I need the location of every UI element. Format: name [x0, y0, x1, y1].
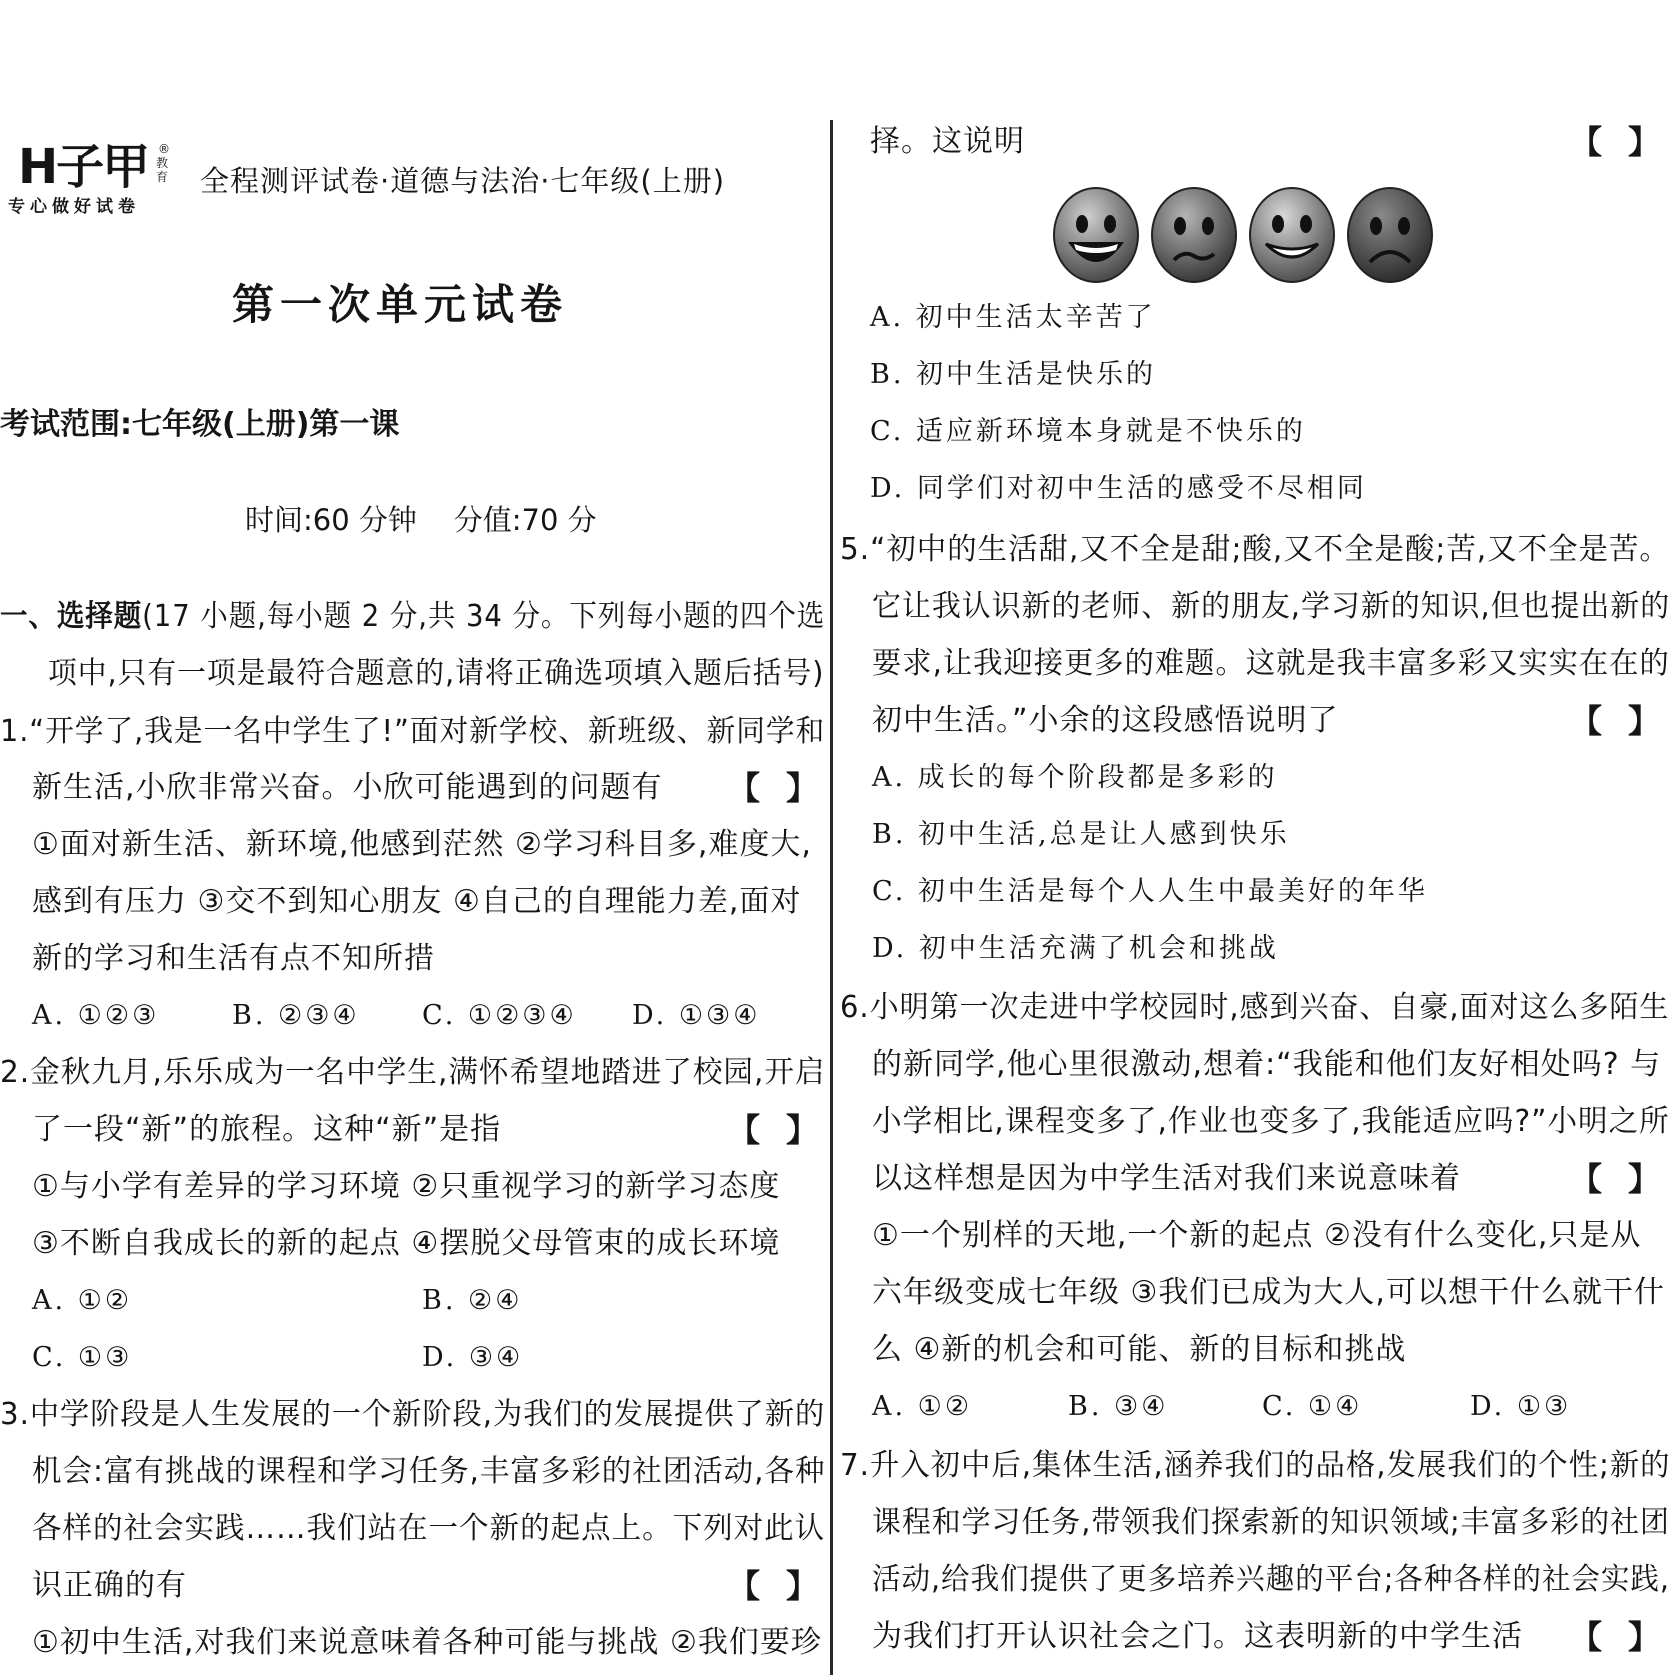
q6-option-b: B. ③④ — [1068, 1391, 1169, 1422]
q2-option-d: D. ③④ — [422, 1342, 524, 1373]
q6-option-a: A. ①② — [872, 1391, 973, 1422]
q2-stem-2: 了一段“新”的旅程。这种“新”是指 — [32, 1112, 502, 1147]
section-desc-2: 项中,只有一项是最符合题意的,请将正确选项填入题后括号) — [48, 656, 825, 691]
q4-option-c: C. 适应新环境本身就是不快乐的 — [870, 416, 1306, 447]
q4-option-a: A. 初中生活太辛苦了 — [870, 302, 1156, 333]
q2-option-b: B. ②④ — [422, 1285, 523, 1316]
logo-side-text: 教育 — [156, 156, 169, 184]
q6-item-1: ①一个别样的天地,一个新的起点 ②没有什么变化,只是从 — [872, 1218, 1642, 1253]
q3-stem-1: 3.中学阶段是人生发展的一个新阶段,为我们的发展提供了新的 — [0, 1397, 826, 1432]
exam-time-score — [245, 500, 597, 540]
publisher-logo — [8, 139, 183, 222]
q5-stem-2: 它让我认识新的老师、新的朋友,学习新的知识,但也提出新的 — [872, 589, 1671, 624]
emoji-faces-illustration — [1052, 186, 1437, 286]
q1-item-2: 感到有压力 ③交不到知心朋友 ④自己的自理能力差,面对 — [32, 884, 802, 919]
grinning-face-icon — [1248, 186, 1336, 284]
q1-option-a: A. ①②③ — [32, 1000, 160, 1031]
logo-mark: H子甲 — [18, 139, 149, 195]
q7-stem-3: 活动,给我们提供了更多培养兴趣的平台;各种各样的社会实践, — [872, 1562, 1670, 1597]
q2-option-a: A. ①② — [32, 1285, 133, 1316]
exam-score: 分值:70 分 — [453, 503, 597, 537]
q6-stem-3: 小学相比,课程变多了,作业也变多了,我能适应吗?”小明之所 — [872, 1104, 1670, 1139]
q2-stem-1: 2.金秋九月,乐乐成为一名中学生,满怀希望地踏进了校园,开启 — [0, 1055, 826, 1090]
q2-item-2: ③不断自我成长的新的起点 ④摆脱父母管束的成长环境 — [32, 1226, 781, 1261]
frowning-face-icon — [1346, 186, 1434, 284]
registered-mark: ® — [158, 142, 170, 156]
q3-item-1: ①初中生活,对我们来说意味着各种可能与挑战 ②我们要珍 — [32, 1625, 822, 1660]
q5-option-d: D. 初中生活充满了机会和挑战 — [872, 933, 1279, 964]
q6-item-2: 六年级变成七年级 ③我们已成为大人,可以想干什么就干什 — [872, 1275, 1665, 1310]
column-divider — [830, 120, 833, 1675]
q5-option-c: C. 初中生活是每个人人生中最美好的年华 — [872, 876, 1428, 907]
q6-item-3: 么 ④新的机会和可能、新的目标和挑战 — [872, 1332, 1407, 1367]
q1-stem-2: 新生活,小欣非常兴奋。小欣可能遇到的问题有 — [32, 770, 663, 805]
q2-option-c: C. ①③ — [32, 1342, 133, 1373]
q1-option-b: B. ②③④ — [232, 1000, 360, 1031]
series-title: 全程测评试卷·道德与法治·七年级(上册) — [200, 164, 726, 198]
q5-option-b: B. 初中生活,总是让人感到快乐 — [872, 819, 1290, 850]
q4-option-d: D. 同学们对初中生活的感受不尽相同 — [870, 473, 1367, 504]
exam-time: 时间:60 分钟 — [245, 503, 417, 537]
q2-item-1: ①与小学有差异的学习环境 ②只重视学习的新学习态度 — [32, 1169, 781, 1204]
exam-title: 第一次单元试卷 — [232, 280, 569, 329]
section-desc: (17 小题,每小题 2 分,共 34 分。下列每小题的四个选 — [142, 599, 826, 634]
q1-option-c: C. ①②③④ — [422, 1000, 577, 1031]
sad-face-icon — [1150, 186, 1238, 284]
q6-stem-2: 的新同学,他心里很激动,想着:“我能和他们友好相处吗? 与 — [872, 1047, 1662, 1082]
q5-stem-4: 初中生活。”小余的这段感悟说明了 — [872, 703, 1339, 738]
q4-option-b: B. 初中生活是快乐的 — [870, 359, 1157, 390]
q4-stem-tail: 择。这说明 — [870, 124, 1025, 159]
exam-scope: 考试范围:七年级(上册)第一课 — [0, 407, 400, 442]
q1-stem-1: 1.“开学了,我是一名中学生了!”面对新学校、新班级、新同学和 — [0, 714, 826, 749]
q6-option-c: C. ①④ — [1262, 1391, 1363, 1422]
q6-option-d: D. ①③ — [1470, 1391, 1572, 1422]
q6-stem-1: 6.小明第一次走进中学校园时,感到兴奋、自豪,面对这么多陌生 — [840, 990, 1670, 1025]
q6-stem-4: 以这样想是因为中学生活对我们来说意味着 — [872, 1161, 1461, 1196]
q5-stem-3: 要求,让我迎接更多的难题。这就是我丰富多彩又实实在在的 — [872, 646, 1670, 681]
q1-item-1: ①面对新生活、新环境,他感到茫然 ②学习科目多,难度大, — [32, 827, 812, 862]
q3-stem-2: 机会:富有挑战的课程和学习任务,丰富多彩的社团活动,各种 — [32, 1454, 826, 1489]
q3-stem-4: 识正确的有 — [32, 1568, 187, 1603]
logo-slogan: 专心做好试卷 — [8, 197, 140, 217]
section-heading — [0, 597, 825, 637]
q7-stem-2: 课程和学习任务,带领我们探索新的知识领域;丰富多彩的社团 — [872, 1505, 1670, 1540]
laughing-face-icon — [1052, 186, 1140, 284]
section-title: 一、选择题 — [0, 599, 143, 634]
q5-stem-1: 5.“初中的生活甜,又不全是甜;酸,又不全是酸;苦,又不全是苦。 — [840, 532, 1670, 567]
q5-option-a: A. 成长的每个阶段都是多彩的 — [872, 762, 1278, 793]
q3-stem-3: 各样的社会实践……我们站在一个新的起点上。下列对此认 — [32, 1511, 826, 1546]
q1-option-d: D. ①③④ — [632, 1000, 761, 1031]
q7-stem-4: 为我们打开认识社会之门。这表明新的中学生活 — [872, 1619, 1523, 1654]
q7-stem-1: 7.升入初中后,集体生活,涵养我们的品格,发展我们的个性;新的 — [840, 1448, 1671, 1483]
q1-item-3: 新的学习和生活有点不知所措 — [32, 941, 435, 976]
exam-page: H子甲 ® 教育 专心做好试卷 全程测评试卷·道德与法治·七年级(上册) 第一次单元试卷 考试范围:七年级(上册)第一课 时间:60 分钟 分值:70 分 一、选择题(17 小题,每小题 2 分,共 34 分。下列每小题的四个选 项中,只有一项是最符合题意的,请将正确选项填入题后括号) 1.“开学了,我是一名中学生了!”面对新学校、新班级、新同学和 新生活,小欣非常兴奋。小欣可能遇到的问题有 【 】 ①面对新生活、新环境,他感到茫然 ②学习科目多,难度大, 感到有压力 ③交不到知心朋友 ④自己的自理能力差,面对 新的学习和生活有点不知所措 A. ①②③ B. ②③④ C. ①②③④ D. ①③④ 2.金秋九月,乐乐成为一名中学生,满怀希望地踏进了校园,开启 了一段“新”的旅程。这种“新”是指 【 】 ①与小学有差异的学习环境 ②只重视学习的新学习态度 ③不断自我成长的新的起点 ④摆脱父母管束的成长环境 A. ①② B. ②④ C. ①③ D. ③④ 3.中学阶段是人生发展的一个新阶段,为我们的发展提供了新的 机会:富有挑战的课程和学习任务,丰富多彩的社团活动,各种 各样的社会实践……我们站在一个新的起点上。下列对此认 识正确的有 【 】 ①初中生活,对我们来说意味着各种可能与挑战 ②我们要珍 择。这说明 【 】 A. 初中生活太辛苦了 B. 初中生活是快乐的 C. 适应新环境本身就是不快乐的 D. 同学们对初中生活的感受不尽相同 5.“初中的生活甜,又不全是甜;酸,又不全是酸;苦,又不全是苦。 它让我认识新的老师、新的朋友,学习新的知识,但也提出新的 要求,让我迎接更多的难题。这就是我丰富多彩又实实在在的 初中生活。”小余的这段感悟说明了 【 】 A. 成长的每个阶段都是多彩的 B. 初中生活,总是让人感到快乐 C. 初中生活是每个人人生中最美好的年华 D. 初中生活充满了机会和挑战 6.小明第一次走进中学校园时,感到兴奋、自豪,面对这么多陌生 的新同学,他心里很激动,想着:“我能和他们友好相处吗? 与 小学相比,课程变多了,作业也变多了,我能适应吗?”小明之所 以这样想是因为中学生活对我们来说意味着 【 】 ①一个别样的天地,一个新的起点 ②没有什么变化,只是从 六年级变成七年级 ③我们已成为大人,可以想干什么就干什 么 ④新的机会和可能、新的目标和挑战 A. ①② B. ③④ C. ①④ D. ①③ 7.升入初中后,集体生活,涵养我们的品格,发展我们的个性;新的 课程和学习任务,带领我们探索新的知识领域;丰富多彩的社团 活动,给我们提供了更多培养兴趣的平台;各种各样的社会实践, 为我们打开认识社会之门。这表明新的中学生活 【 】 — [0, 0, 1675, 1675]
